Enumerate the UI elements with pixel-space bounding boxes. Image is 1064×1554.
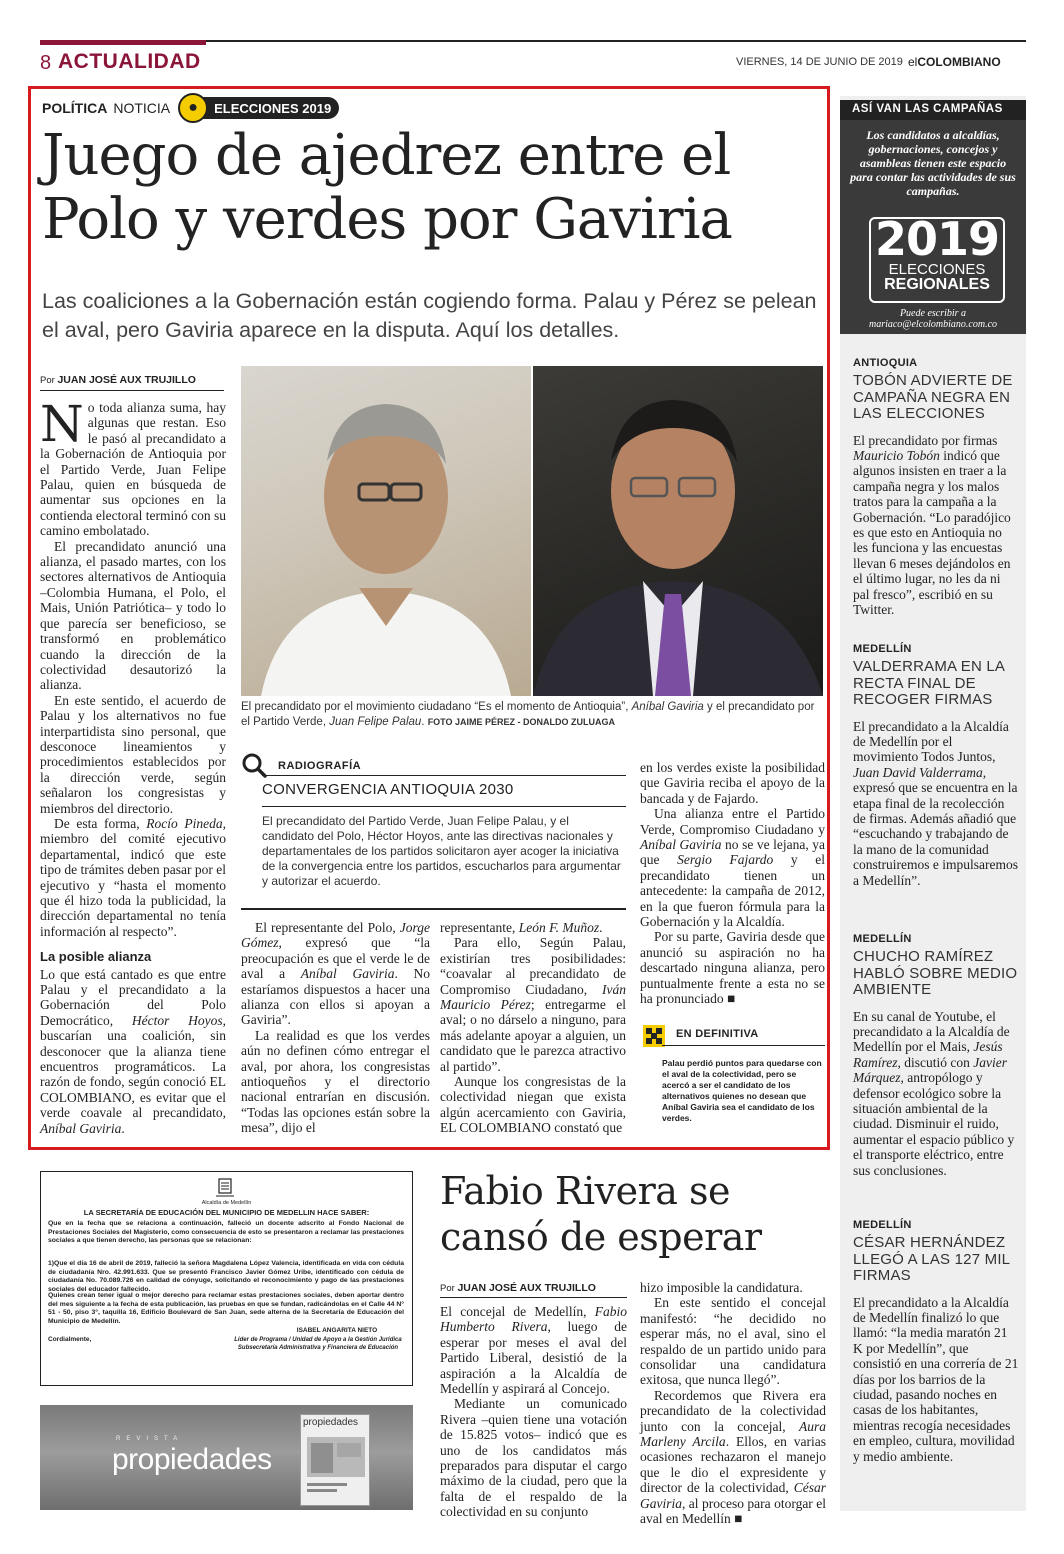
byline	[40, 374, 196, 386]
person-name: Juan David Valderrama	[853, 764, 983, 780]
paragraph: En este sentido, el acuerdo de Palau y los alternativos no fue interpartidista sino personal, que desconoce lineamientos y procedimientos establecidos por la dirección verde, según señalaron los congresistas y miembros del directorio.	[40, 692, 226, 816]
box-rule	[262, 806, 626, 807]
contact-line: Puede escribir a	[899, 308, 967, 319]
person-name: Sergio Fajardo	[677, 852, 774, 868]
text-run: Para ello, Según Palau, existirían tres posibilidades: “coavalar al precandidato de Compromiso Ciudadano,	[440, 935, 626, 997]
text-run: Recordemos que Rivera era precandidato de la colectividad junto con la concejal,	[640, 1387, 826, 1434]
person-name: Aníbal Gaviria	[300, 966, 395, 982]
notice-paragraph: 1)Que el día 16 de abril de 2019, falleció la señora Magdalena López Valencia, identificada en vida con cédula de ciudadanía Nro. 42.991.633. Que se presentó Francisco Javier Gómez Uribe, identificado con cédula de ciudadanía No. 70.089.726 en calidad de cónyuge, solicitando el reconocimiento y pago de las prestaciones sociales del educador fallecido.	[48, 1260, 404, 1293]
article-column-2	[241, 920, 430, 1136]
headline-line: Juego de ajedrez entre el	[42, 123, 731, 188]
magazine-cover-title: propiedades	[303, 1417, 359, 1428]
text-run: , expresó que “la preocupación es que el verde le de aval a	[241, 935, 430, 982]
person-name: Juan Felipe Palau	[329, 716, 422, 728]
paragraph-text: o toda alianza suma, hay algunas que restan. Eso le pasó al precandidato a la Gobernación de Antioquia por el Partido Verde, Juan Felipe Palau, quien en búsqueda de aumentar sus opciones en la contienda electoral terminó con su camino embolatado.	[40, 400, 226, 539]
sidebar-news-item	[853, 933, 1019, 1178]
sidebar-box-title: CONVERGENCIA ANTIOQUIA 2030	[262, 781, 514, 798]
paragraph	[40, 967, 226, 1136]
news-title: CHUCHO RAMÍREZ HABLÓ SOBRE MEDIO AMBIENTE	[853, 948, 1018, 998]
text-run: y el precandidato por el Partido Verde,	[241, 701, 815, 728]
article-column-4	[640, 760, 825, 1007]
paragraph	[241, 920, 430, 1028]
text-run: El representante del Polo,	[255, 920, 400, 935]
brand-logo	[908, 55, 1001, 69]
headline-line: Fabio Rivera se	[440, 1169, 730, 1213]
photo-juan-felipe-palau	[533, 366, 823, 696]
elections-logo-text	[869, 262, 1005, 292]
sidebar-box-text: El precandidato del Partido Verde, Juan Felipe Palau, y el candidato del Polo, Héctor Hoyos, ante las directivas nacionales y departamentales de los partidos solicitaron ayer acoger la iniciativa de la convergencia entre los partidos, escucharlos para argumentar y autorizar el acuerdo.	[262, 814, 621, 888]
sidebar-box-label: RADIOGRAFÍA	[278, 760, 362, 772]
paragraph	[40, 395, 226, 539]
elections-badge	[180, 97, 339, 119]
ad-kicker: REVISTA	[116, 1436, 184, 1442]
summary-label: EN DEFINITIVA	[676, 1028, 759, 1040]
news-text	[853, 433, 1019, 618]
paragraph	[640, 929, 825, 1006]
text-run: , luego de esperar por meses el aval del Partido Liberal, desistió de la aspiración a la Alcaldía de Medellín y aspirará al Concejo.	[440, 1319, 627, 1397]
text-run: Una alianza entre el Partido Verde, Compromiso Ciudadano y	[640, 806, 825, 837]
text-run: En su canal de Youtube, el precandidato a la Alcaldía de Medellín por el Mais,	[853, 1008, 1010, 1055]
paragraph	[440, 935, 626, 1074]
paragraph: La realidad es que los verdes aún no definen cómo entregar el aval, por ahora, los congresistas antioqueños y el directorio nacional entrarían en discusión. “Todas las opciones están sobre la mesa”, dijo el	[241, 1027, 430, 1136]
text-run: El precandidato por firmas	[853, 432, 998, 448]
main-subtitle: Las coaliciones a la Gobernación están cogiendo forma. Palau y Pérez se pelean el aval, pero Gaviria aparece en la disputa. Aquí los detalles.	[42, 289, 817, 342]
notice-signatory-role: Líder de Programa / Unidad de Apoyo a la Gestión Jurídica Subsecretaría Administrativa y Financiera de Educación	[234, 1337, 402, 1351]
news-text	[853, 719, 1019, 888]
logo-line: ELECCIONES	[888, 261, 986, 278]
text-run: Lo que está cantado es que entre Palau y el precandidato a la Gobernación del Polo Democrático,	[40, 966, 226, 1028]
person-name: Rocío Pineda	[146, 815, 223, 831]
byline-author: JUAN JOSÉ AUX TRUJILLO	[57, 374, 196, 386]
end-mark: ■	[734, 1511, 743, 1527]
text-run: El precandidato a la Alcaldía de Medellín por el movimiento Todos Juntos,	[853, 718, 1009, 765]
text-run: .	[599, 920, 603, 935]
person-name: Mauricio Tobón	[853, 447, 940, 463]
news-title: CÉSAR HERNÁNDEZ LLEGÓ A LAS 127 MIL FIRMAS	[853, 1234, 1010, 1284]
byline-author: JUAN JOSÉ AUX TRUJILLO	[457, 1282, 596, 1294]
sidebar-contact	[848, 308, 1018, 330]
badge-label: ELECCIONES 2019	[214, 100, 332, 116]
subhead: La posible alianza	[40, 949, 152, 965]
ad-brand: propiedades	[112, 1443, 272, 1476]
news-text: El precandidato a la Alcaldía de Medellín finalizó lo que llamó: “la media maratón 21 K por Medellín”, que consistió en una correría de 21 días por los barrios de la ciudad, pasando noches en casas de los habitantes, mientras recogía necesidades en empleo, cultura, movilidad y medio ambiente.	[853, 1294, 1019, 1464]
news-region: ANTIOQUIA	[853, 357, 918, 369]
sidebar-header: ASÍ VAN LAS CAMPAÑAS	[840, 100, 1026, 120]
person-name: Héctor Hoyos	[131, 1012, 223, 1028]
article-column-3	[440, 920, 626, 1136]
text-run: . Ellos, en varias ocasiones rechazaron el manejo que le dio el expresidente y director de la colectividad,	[640, 1434, 827, 1496]
notice-title: LA SECRETARÍA DE EDUCACIÓN DEL MUNICIPIO DE MEDELLIN HACE SABER:	[83, 1208, 370, 1217]
end-mark: ■	[726, 991, 736, 1007]
text-run: . No estaríamos dispuestos a hacer una alianza con ellos si apoyan a Gaviria”.	[241, 966, 430, 1028]
news-region: MEDELLÍN	[853, 933, 912, 945]
person-name: Iván Mauricio Pérez	[440, 981, 626, 1013]
kicker-type: NOTICIA	[113, 100, 171, 116]
news-title: TOBÓN ADVIERTE DE CAMPAÑA NEGRA EN LAS ELECCIONES	[853, 372, 1013, 422]
person-name: Fabio Humberto Rivera	[440, 1304, 627, 1335]
paragraph: En este sentido el concejal manifestó: “he decidido no esperar más, no el aval, sino el respaldo de un partido unido para consolidar una candidatura exitosa, que nunca llegó”.	[640, 1295, 826, 1388]
text-run: , buscarían una coalición, sin desconocer que la alianza tiene encuentros programáticos. La razón de fondo, según conoció EL COLOMBIANO, es evitar que el verde coavale al precandidato,	[40, 1012, 227, 1121]
paragraph	[440, 1304, 627, 1396]
text-run: .	[421, 716, 428, 728]
news-title: VALDERRAMA EN LA RECTA FINAL DE RECOGER FIRMAS	[853, 658, 1005, 708]
paragraph	[440, 920, 626, 935]
person-name: Javier Márquez	[853, 1054, 1007, 1086]
person-name: Jesús Ramírez	[853, 1039, 1003, 1070]
header-accent-bar	[40, 40, 206, 45]
person-name: Aura Marleny Arcila	[640, 1418, 826, 1450]
text-run: El precandidato por el movimiento ciudadano “Es el momento de Antioquia”,	[241, 701, 632, 713]
paragraph: en los verdes existe la posibilidad que Gaviria reciba el apoyo de la bancada y de Fajardo.	[640, 760, 825, 806]
photo-credit: FOTO JAIME PÉREZ - DONALDO ZULUAGA	[427, 717, 616, 727]
text-run: ; entregarme el aval; o no dárselo a ninguno, para más adelante apoyar a alguien, un candidato que le parezca atractivo al partido”.	[440, 997, 626, 1074]
kicker-section: POLÍTICA	[42, 100, 108, 116]
elections-logo-year: 2019	[874, 212, 1000, 266]
byline-rule	[440, 1297, 627, 1298]
photo-caption	[241, 700, 823, 730]
brand-prefix: el	[908, 55, 918, 69]
box-rule	[262, 775, 626, 776]
headline-line: Polo y verdes por Gaviria	[42, 187, 732, 252]
secondary-column-2	[640, 1280, 826, 1527]
municipal-seal-icon	[210, 1178, 240, 1200]
paragraph	[40, 816, 226, 939]
paragraph: Mediante un comunicado Rivera –quien tiene una votación de 15.825 votos– indicó que es uno de los candidatos más preparados para disputar el cargo máximo de la ciudad, pero que la falta de el respaldo de la colectividad en su conjunto	[440, 1396, 627, 1520]
secondary-headline	[440, 1168, 830, 1260]
paragraph: El precandidato anunció una alianza, el pasado martes, con los sectores alternativos de Antioquia –Colombia Humana, el Polo, el Mais, Unión Patriótica– y todo lo que parecía ser beneficioso, se transformó en problemático cuando la dirección de la colectividad desautorizó la alianza.	[40, 538, 226, 693]
brand-name: COLOMBIANO	[917, 55, 1001, 69]
page-number: 8	[40, 52, 52, 74]
text-run: , al proceso para otorgar el aval en Medellín	[640, 1495, 826, 1527]
main-headline	[42, 124, 822, 252]
sidebar-news-item	[853, 643, 1019, 888]
text-run: , discutió con	[897, 1054, 974, 1070]
ballot-icon: ●	[178, 93, 208, 123]
section-title: ACTUALIDAD	[58, 50, 201, 73]
paragraph	[640, 806, 825, 929]
text-run: y el precandidato tienen un antecedente: la campaña de 2012, en la que fueron fórmula para la Gobernación y la Alcaldía.	[640, 852, 825, 930]
text-run: indicó que algunos insisten en traer a la campaña negra y los malos tratos para la campaña a la Gobernación. “Lo paradójico es que esto en Antioquia no les funciona y las encuestas llevan 6 meses dejándolos en el último lugar, no les da ni pal fresco”, escribió en su Twitter.	[853, 447, 1011, 617]
notice-paragraph: Quienes crean tener igual o mejor derecho para reclamar estas prestaciones sociales, deben aportar dentro del mes siguiente a la fecha de esta publicación, las pruebas en que se fundan, radicándolas en el Calle 44 N° 51 - 50, piso 3°, taquilla 16, Edificio Boulevard de San Juan, sede alterna de la Secretaría de Educación del Municipio de Medellín.	[48, 1292, 404, 1325]
notice-closing: Cordialmente,	[48, 1336, 92, 1343]
text-run: .	[121, 1120, 125, 1136]
headline-line: cansó de esperar	[440, 1215, 762, 1259]
contact-email: mariaco@elcolombiano.com.co	[868, 319, 998, 330]
logo-line: REGIONALES	[884, 276, 990, 293]
paragraph: hizo imposible la candidatura.	[640, 1280, 803, 1295]
person-name: León F. Muñoz	[518, 920, 600, 935]
text-run: Por su parte, Gaviria desde que anunció su aspiración no ha descartado ninguna alianza, pero puntualmente frente a esta no se ha pronunciado	[640, 929, 825, 1007]
sidebar-stripe	[1026, 96, 1036, 1511]
text-run: , antropólogo y defensor ecológico sobre la situación ambiental de la ciudad. Disminuir el ruido, aumentar el espacio público y el transporte eléctrico, entre sus conclusiones.	[853, 1070, 1015, 1178]
sidebar-news-item	[853, 1219, 1019, 1464]
text-run: , expresó que se encuentra en la etapa final de la recolección de firmas. Además añadió que “escuchando y trabajando de la mano de la comunidad construiremos e impulsaremos a Medellín”.	[853, 764, 1018, 888]
notice-paragraph: Que en la fecha que se relaciona a continuación, falleció un docente adscrito al Fondo Nacional de Prestaciones Sociales del Magisterio, como consecuencia de esto se presentaron a reclamar las prestaciones sociales a que tienen derecho, las personas que se relacionan:	[48, 1220, 404, 1244]
text-run: El concejal de Medellín,	[440, 1304, 595, 1319]
byline-prefix: Por	[440, 1283, 455, 1294]
byline-prefix: Por	[40, 375, 55, 386]
drop-cap: N	[40, 395, 84, 453]
paragraph	[640, 1388, 826, 1527]
box-rule	[662, 1045, 825, 1046]
text-run: , miembro del comité ejecutivo departamental, indicó que este tipo de trámites deben pasar por el ejecutivo y “hasta el momento que él hizo toda la publicidad, la dirección departamental no tenía información al respecto”.	[40, 815, 226, 939]
person-name: Aníbal Gaviria	[40, 1120, 122, 1136]
byline	[440, 1282, 596, 1294]
sidebar-promo-text: Los candidatos a alcaldías, gobernaciones, concejos y asambleas tienen este espacio para contar las actividades de sus campañas.	[850, 128, 1016, 198]
paragraph: Aunque los congresistas de la colectividad niegan que exista algún acercamiento con Gaviria, EL COLOMBIANO constató que	[440, 1074, 626, 1136]
article-column-1	[40, 395, 227, 1136]
summary-text: Palau perdió puntos para quedarse con el aval de la colectividad, pero se acercó a ser el candidato de los alternativos quienes no desean que Aníbal Gaviria sea el candidato de los verdes.	[662, 1058, 822, 1123]
secondary-column-1	[440, 1304, 627, 1520]
text-run: De esta forma,	[54, 815, 147, 831]
box-rule	[241, 908, 626, 910]
notice-org: Alcaldía de Medellín	[201, 1200, 252, 1206]
news-region: MEDELLÍN	[853, 643, 912, 655]
issue-date: VIERNES, 14 DE JUNIO DE 2019	[736, 56, 903, 68]
sidebar-news-item	[853, 357, 1019, 617]
news-region: MEDELLÍN	[853, 1219, 912, 1231]
notice-signatory: ISABEL ANGARITA NIETO	[296, 1327, 378, 1334]
person-name: César Gaviria	[640, 1480, 826, 1511]
person-name: Aníbal Gaviria	[640, 837, 722, 853]
news-text	[853, 1009, 1019, 1178]
text-run: representante,	[440, 920, 519, 935]
text-run: no se ve lejana, ya que	[640, 837, 825, 868]
person-name: Jorge Gómez	[241, 920, 430, 951]
photo-anibal-gaviria	[241, 366, 531, 696]
byline-rule	[40, 390, 224, 391]
article-kicker	[42, 97, 339, 119]
person-name: Aníbal Gaviria	[631, 701, 704, 713]
